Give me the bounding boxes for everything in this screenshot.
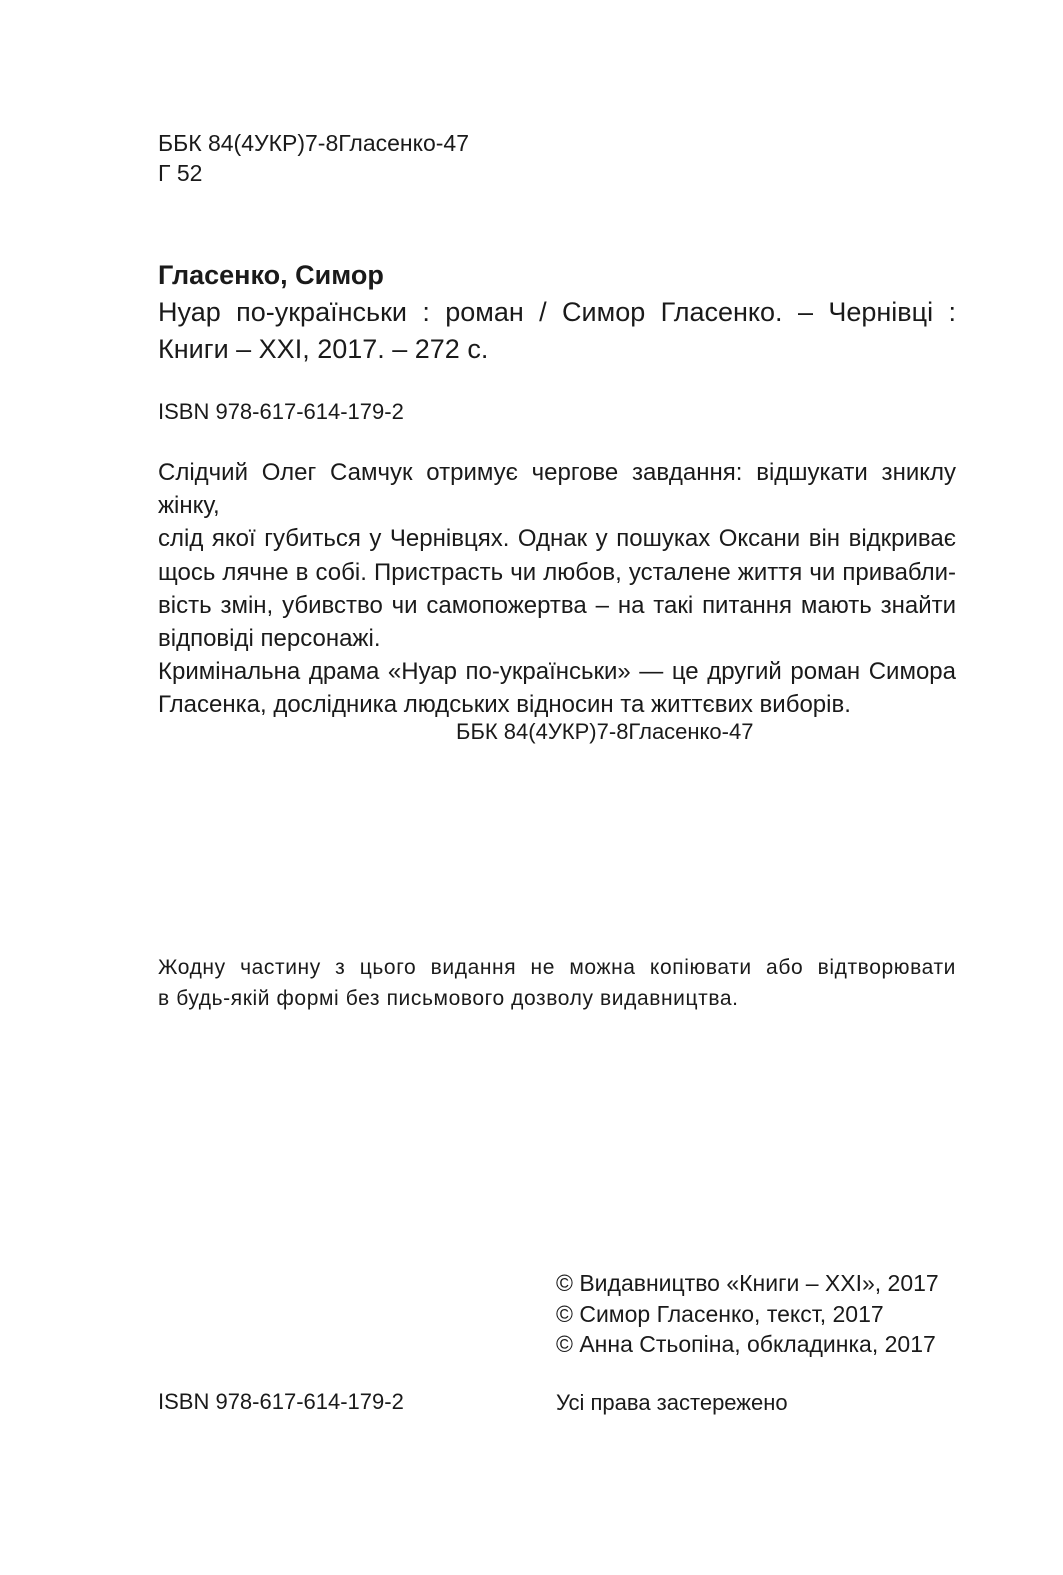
annotation-line: слід якої губиться у Чернівцях. Однак у пошуках Оксани він відкриває (158, 525, 956, 553)
annotation-line: Гласенка, дослідника людських відносин та життєвих виборів. (158, 691, 851, 719)
bbk-code: ББК 84(4УКР)7-8Гласенко-47 (158, 130, 469, 156)
bbk-code-bottom: ББК 84(4УКР)7-8Гласенко-47 (456, 719, 754, 744)
annotation-line: відповіді персонажі. (158, 625, 381, 653)
isbn-footer: ISBN 978-617-614-179-2 (158, 1389, 404, 1414)
notice-line-2: в будь-якій формі без письмового дозволу видавництва. (158, 987, 739, 1010)
annotation-line: Кримінальна драма «Нуар по-українськи» — це другий роман Симора (158, 658, 956, 686)
copyright-publisher: © Видавництво «Книги – ХХІ», 2017 (556, 1270, 939, 1296)
copyright-author: © Симор Гласенко, текст, 2017 (556, 1300, 884, 1327)
isbn-record: ISBN 978-617-614-179-2 (158, 399, 404, 424)
rights-reserved: Усі права застережено (556, 1390, 788, 1415)
title-line-2: Книги – ХХІ, 2017. – 272 с. (158, 334, 489, 364)
annotation-line: Слідчий Олег Самчук отримує чергове завдання: відшукати зниклу жінку, (158, 459, 956, 520)
annotation-line: щось лячне в собі. Пристрасть чи любов, усталене життя чи привабли- (158, 558, 956, 586)
copy-notice (158, 952, 956, 1014)
annotation (158, 456, 956, 722)
notice-line-1: Жодну частину з цього видання не можна копіювати або відтворювати (158, 956, 956, 979)
copyright-cover: © Анна Стьопіна, обкладинка, 2017 (556, 1331, 936, 1357)
copyright-block (556, 1268, 939, 1360)
annotation-line: вість змін, убивство чи самопожертва – на такі питання мають знайти (158, 591, 956, 619)
author-heading: Гласенко, Симор (158, 260, 384, 290)
bbk-header (158, 128, 469, 188)
bibliographic-description (158, 294, 956, 368)
title-line-1: Нуар по-українськи : роман / Симор Гласенко. – Чернівці : (158, 297, 956, 327)
author-mark: Г 52 (158, 160, 203, 186)
